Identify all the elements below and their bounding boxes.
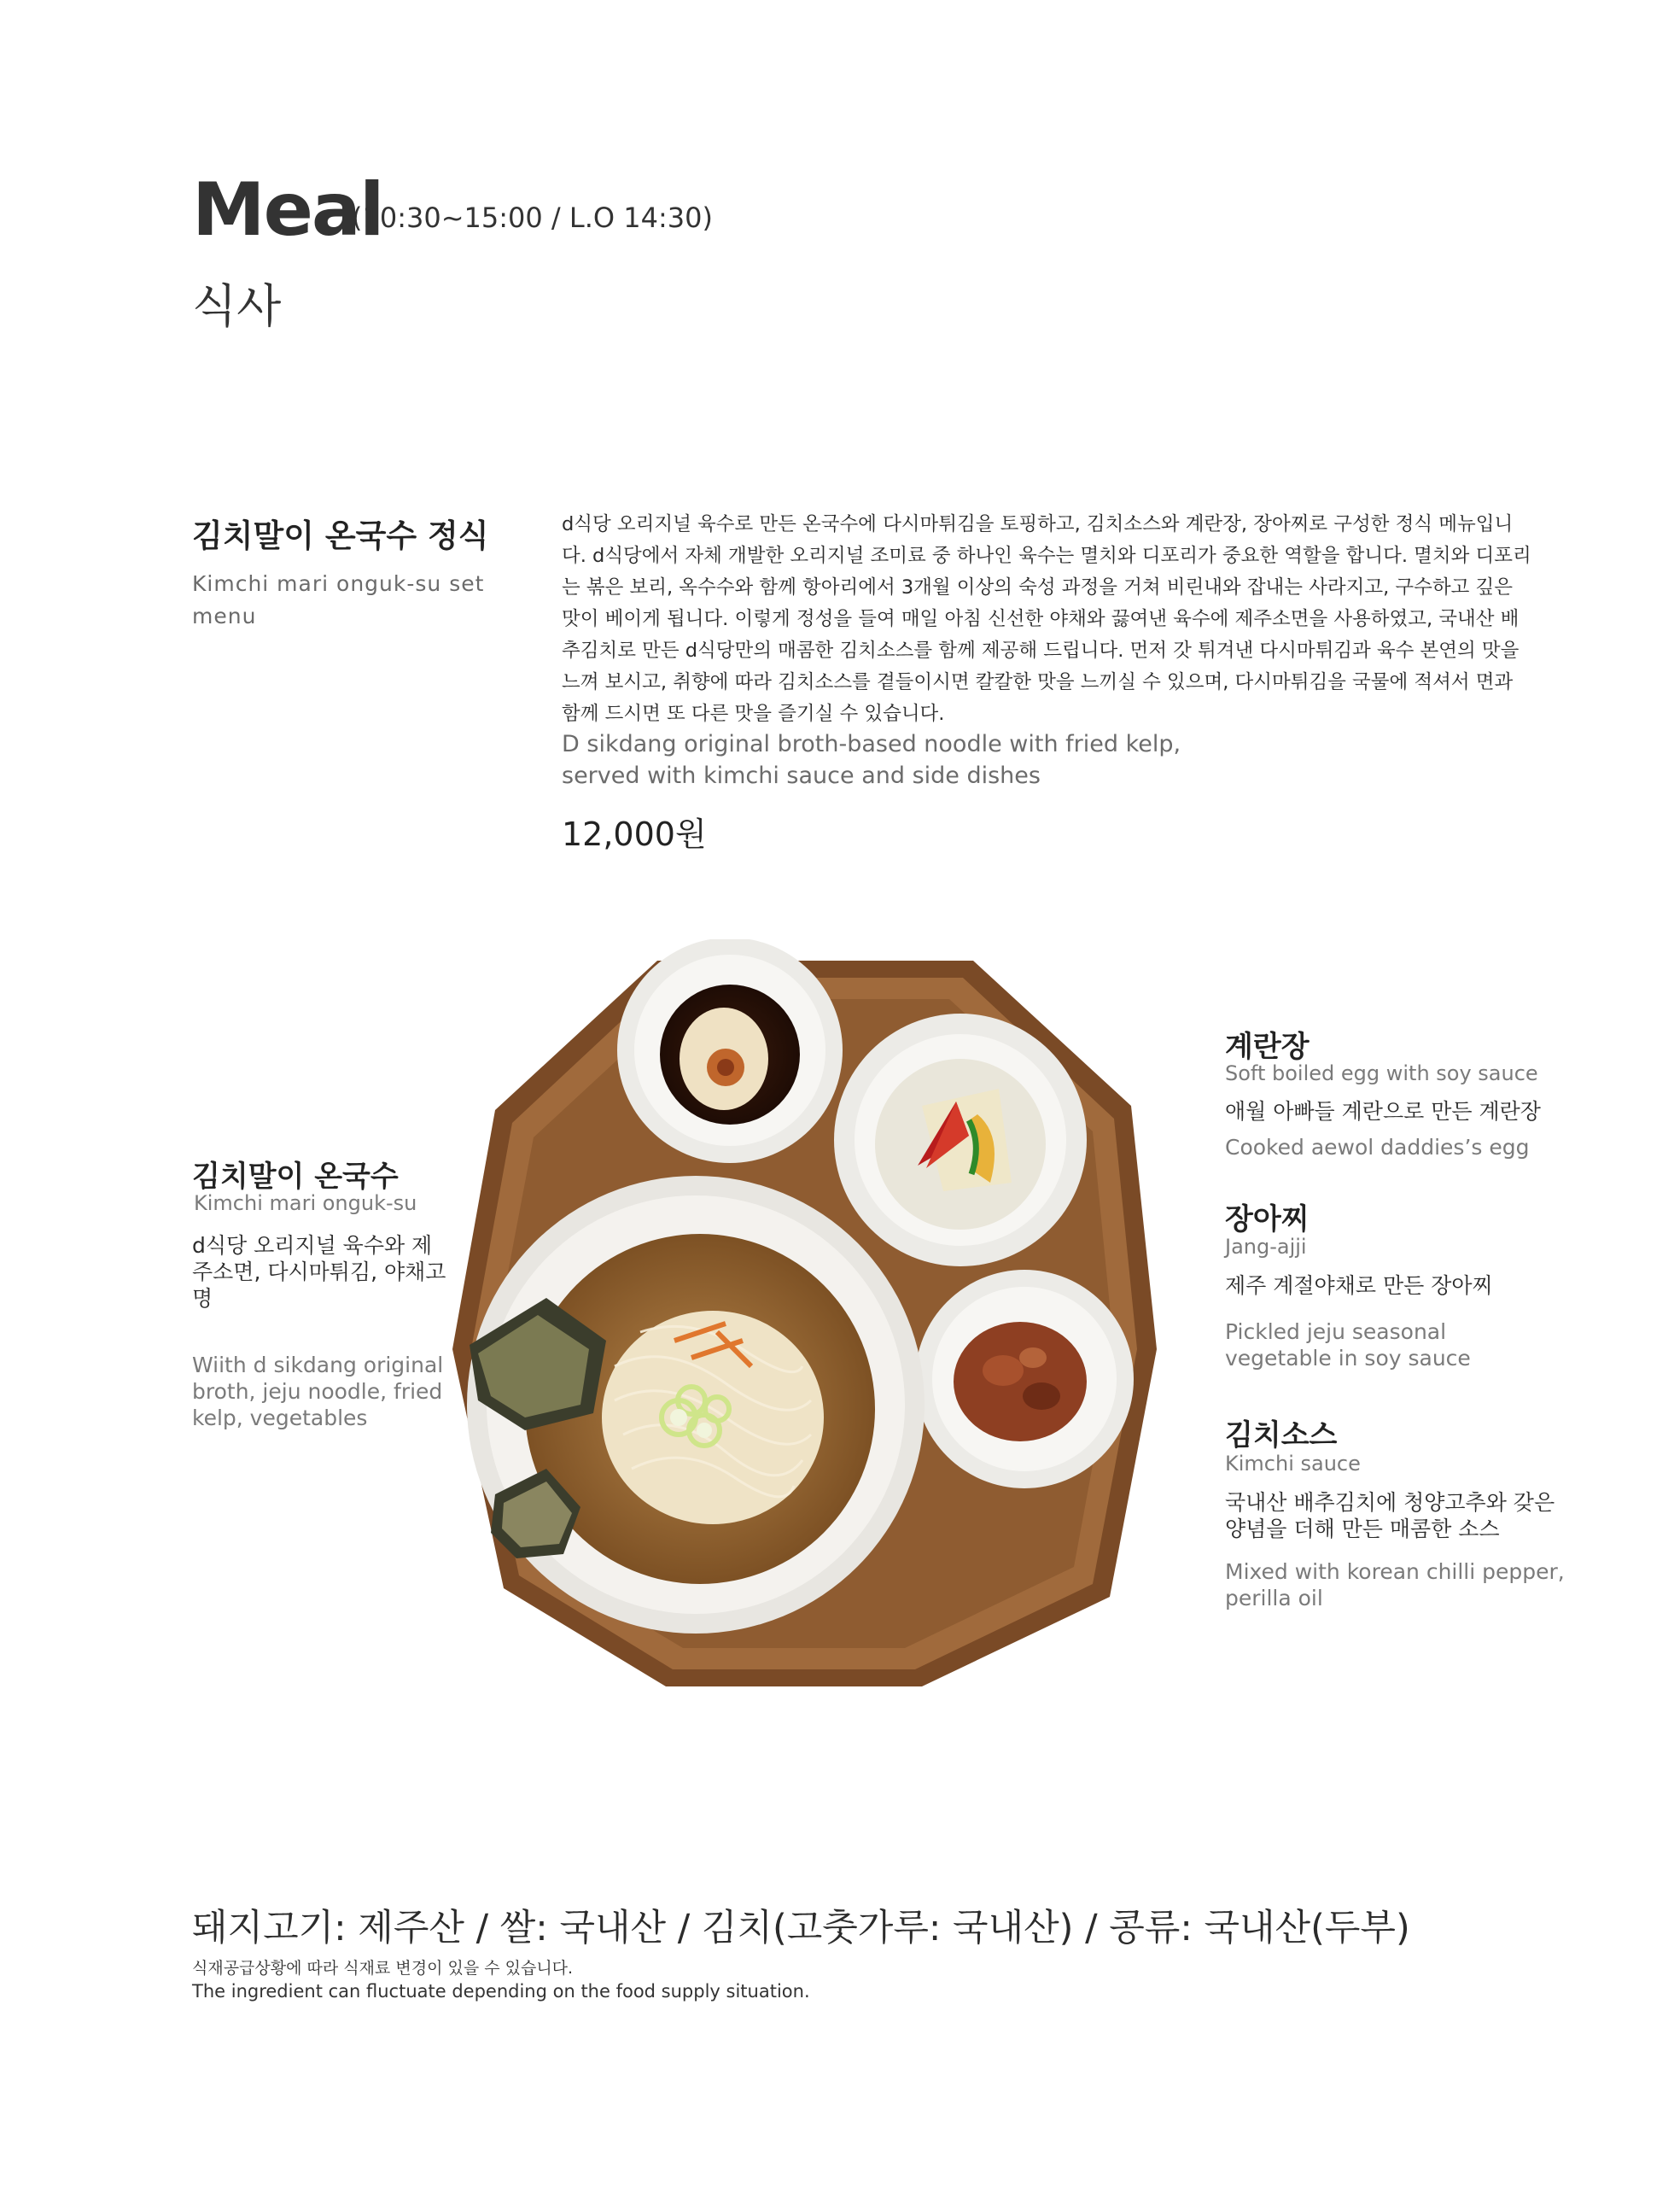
page-title-korean: 식사 <box>192 279 282 333</box>
jangajji-description-korean: 제주 계절야채로 만든 장아찌 <box>1225 1273 1493 1298</box>
noodle-description-korean: d식당 오리지널 육수와 제주소면, 다시마튀김, 야채고명 <box>192 1233 446 1311</box>
egg-subtitle: Soft boiled egg with soy sauce <box>1225 1061 1538 1085</box>
egg-description-english: Cooked aewol daddies’s egg <box>1225 1135 1530 1160</box>
menu-item-description-english: D sikdang original broth-based noodle with fried kelp, served with kimchi sauce and side dishes <box>562 731 1181 789</box>
menu-item-description-korean: d식당 오리지널 육수로 만든 온국수에 다시마튀김을 토핑하고, 김치소스와 계란장, 장아찌로 구성한 정식 메뉴입니다. d식당에서 자체 개발한 오리지널 조미료 중 하나인 육수는 멸치와 디포리가 중요한 역할을 합니다. 멸치와 디포리는 볶은 보리, 옥수수와 함께 항아리에서 3개월 이상의 숙성 과정을 거쳐 비린내와 잡내는 사라지고, 구수하고 깊은 맛이 베이게 됩니다. 이렇게 정성을 들여 매일 아침 신선한 야채와 끓여낸 육수에 제주소면을 사용하였고, 국내산 배추김치로 만든 d식당만의 매콤한 김치소스를 함께 제공해 드립니다. 먼저 갓 튀겨낸 다시마튀김과 육수 본연의 맛을 느껴 보시고, 취향에 따라 김치소스를 곁들이시면 칼칼한 맛을 느끼실 수 있으며, 다시마튀김을 국물에 적셔서 면과 함께 드시면 또 다른 맛을 즐기실 수 있습니다. <box>562 513 1531 725</box>
egg-title: 계란장 <box>1225 1030 1310 1064</box>
kimchi-sauce-subtitle: Kimchi sauce <box>1225 1452 1361 1476</box>
jangajji-description-english: Pickled jeju seasonal vegetable in soy sauce <box>1225 1319 1471 1371</box>
noodle-bowl <box>467 1176 925 1634</box>
page-title: Meal <box>192 167 383 253</box>
jangajji-title: 장아찌 <box>1225 1202 1310 1236</box>
kimchi-sauce-bowl <box>915 1270 1134 1488</box>
noodle-subtitle: Kimchi mari onguk-su <box>194 1191 417 1215</box>
jangajji-subtitle: Jang-ajji <box>1225 1235 1307 1259</box>
food-photo <box>444 939 1178 1699</box>
menu-item-name-english: Kimchi mari onguk-su set menu <box>192 571 485 628</box>
egg-description-korean: 애월 아빠들 계란으로 만든 계란장 <box>1225 1099 1541 1124</box>
supply-note-english: The ingredient can fluctuate depending on the food supply situation. <box>192 1981 810 2002</box>
menu-item-price: 12,000원 <box>562 815 707 853</box>
kimchi-sauce-description-korean: 국내산 배추김치에 청양고추와 갖은 양념을 더해 만든 매콤한 소스 <box>1225 1490 1555 1541</box>
supply-note-korean: 식재공급상황에 따라 식재료 변경이 있을 수 있습니다. <box>192 1959 574 1978</box>
egg-bowl <box>617 939 843 1163</box>
noodle-description-english: Wiith d sikdang original broth, jeju noodle, fried kelp, vegetables <box>192 1353 444 1430</box>
ingredient-origin: 돼지고기: 제주산 / 쌀: 국내산 / 김치(고춧가루: 국내산) / 콩류: 국내산(두부) <box>192 1907 1410 1949</box>
noodle-title: 김치말이 온국수 <box>192 1160 399 1194</box>
menu-item-name-korean: 김치말이 온국수 정식 <box>192 517 489 554</box>
meal-hours: (10:30~15:00 / L.O 14:30) <box>352 202 713 234</box>
kimchi-sauce-title: 김치소스 <box>1225 1418 1338 1452</box>
jangajji-bowl <box>834 1014 1087 1266</box>
kimchi-sauce-description-english: Mixed with korean chilli pepper, perilla oil <box>1225 1559 1565 1610</box>
